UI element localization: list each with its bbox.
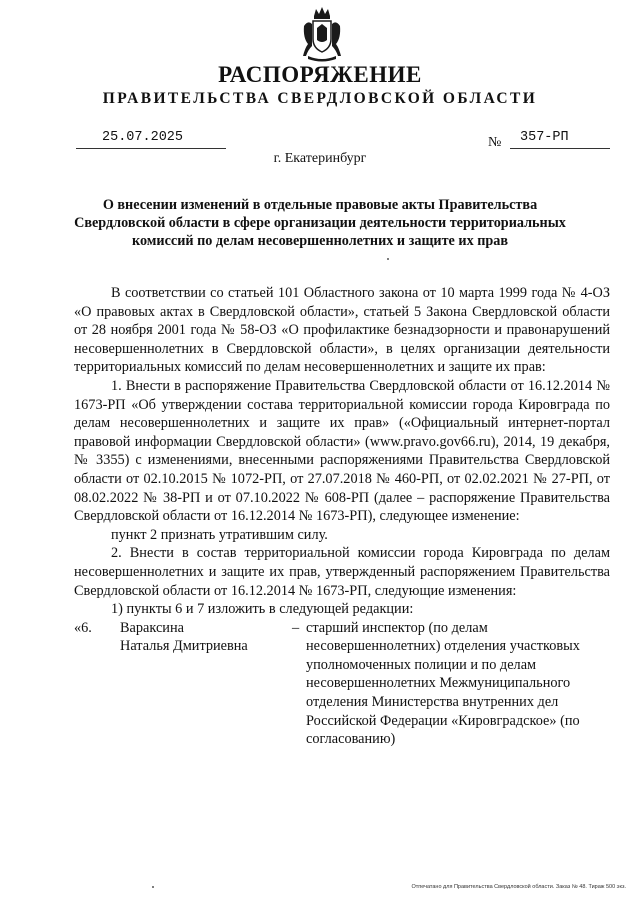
entry-person: [120, 619, 292, 749]
scan-speck: [387, 258, 389, 260]
document-number: 357-РП: [520, 130, 569, 145]
member-entry: [74, 619, 610, 749]
preamble-paragraph: В соответствии со статьей 101 Областного закона от 10 марта 1999 года № 4-ОЗ «О правовых актах в Свердловской области», статьей 5 Закона Свердловской области от 28 ноября 2001 года № 58-ОЗ «О профилактике безнадзорности и правонарушений несовершеннолетних в Свердловской области», в целях организации деятельности территориальных комиссий по делам несовершеннолетних и защите их прав:: [74, 285, 610, 376]
document-date: 25.07.2025: [102, 130, 184, 145]
city: г. Екатеринбург: [273, 151, 367, 166]
subitem-1-paragraph: 1) пункты 6 и 7 изложить в следующей редакции:: [111, 601, 414, 618]
item-1-paragraph: 1. Внести в распоряжение Правительства Свердловской области от 16.12.2014 № 1673-РП «Об утверждении состава территориальной комиссии города Кировграда по делам несовершеннолетних и защите их прав» («Официальный интернет-портал правовой информации Свердловской области» (www.pravo.gov66.ru), 2014, 19 декабря, № 3355) с изменениями, внесенными распоряжениями Правительства Свердловской области от 02.10.2015 № 1072-РП, от 27.07.2018 № 460-РП, от 02.02.2021 № 27-РП, от 08.02.2022 № 38-РП и от 07.10.2022 № 608-РП (далее – распоряжение Правительства Свердловской области от 16.12.2014 № 1673-РП), следующее изменение:: [74, 377, 610, 525]
document-type-title: РАСПОРЯЖЕНИЕ: [218, 62, 422, 87]
date-underline: [76, 148, 226, 149]
entry-surname: Вараксина: [120, 619, 184, 636]
item-2-paragraph: 2. Внести в состав территориальной комиссии города Кировграда по делам несовершеннолетних и защите их прав, утвержденный распоряжением Правительства Свердловской области от 16.12.2014 № 1673-РП, следующие изменения:: [74, 545, 610, 599]
entry-position: старший инспектор (по делам несовершеннолетних) отделения участковых уполномоченных полиции и по делам несовершеннолетних Межмуниципального отделения Министерства внутренних дел Российской Федерации «Кировградское» (по согласованию): [306, 619, 580, 748]
document-body: [74, 284, 610, 749]
entry-given-name: Наталья Дмитриевна: [120, 638, 248, 655]
number-label: №: [488, 135, 502, 150]
item-1-change-paragraph: пункт 2 признать утратившим силу.: [111, 526, 328, 543]
number-underline: [510, 148, 610, 149]
print-note: Отпечатано для Правительства Свердловской области. Заказ № 48. Тираж 500 экз.: [411, 884, 626, 890]
scan-speck: [152, 886, 154, 888]
coat-of-arms-emblem: [300, 6, 344, 64]
entry-number: «6.: [74, 619, 92, 636]
entry-dash: –: [292, 619, 300, 636]
issuing-authority: ПРАВИТЕЛЬСТВА СВЕРДЛОВСКОЙ ОБЛАСТИ: [102, 90, 538, 107]
document-heading: О внесении изменений в отдельные правовые акты Правительства Свердловской области в сфере организации деятельности территориальных комиссий по делам несовершеннолетних и защите их прав: [74, 197, 566, 249]
